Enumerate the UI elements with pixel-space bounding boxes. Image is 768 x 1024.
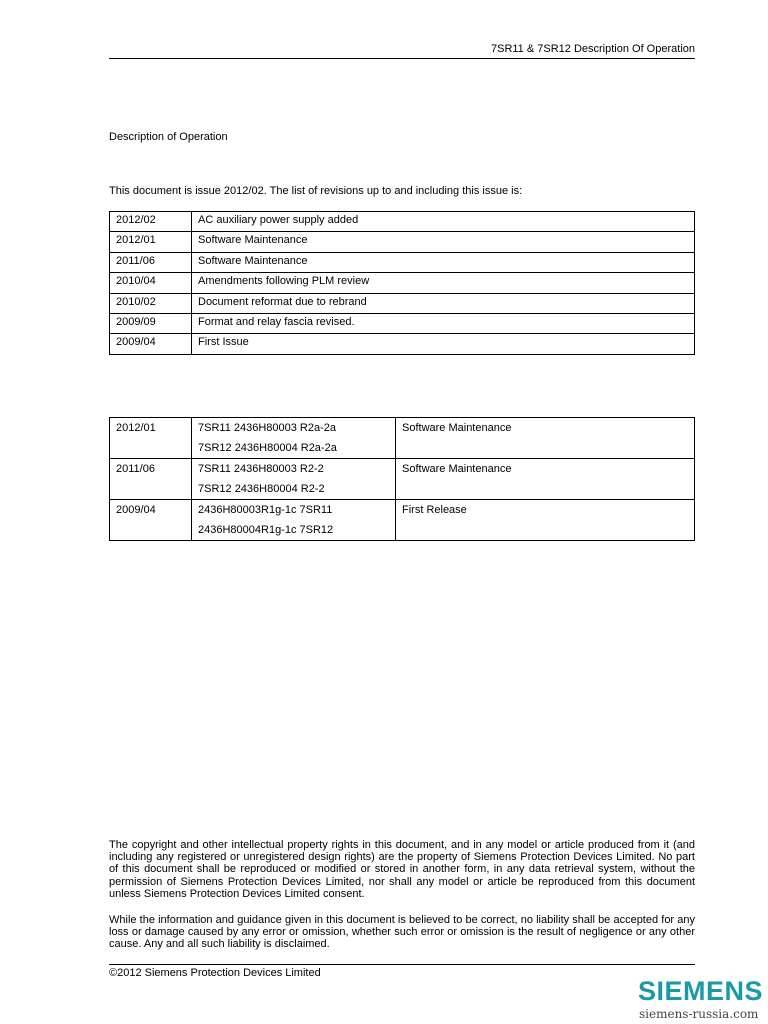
revision-row xyxy=(110,252,695,272)
software-issue-cell: 2011/06 xyxy=(110,459,192,500)
software-description-cell: First Release xyxy=(396,500,695,541)
revision-description-cell: Amendments following PLM review xyxy=(192,273,695,293)
software-version-row xyxy=(110,459,695,500)
revision-row xyxy=(110,313,695,333)
revision-issue-cell: 2009/09 xyxy=(110,313,192,333)
revision-description-cell: Document reformat due to rebrand xyxy=(192,293,695,313)
software-version-line: 7SR12 2436H80004 R2-2 xyxy=(198,483,325,495)
software-version-cell xyxy=(192,459,396,500)
header-divider xyxy=(109,58,695,59)
site-watermark: siemens-russia.com xyxy=(639,1007,759,1021)
revision-row xyxy=(110,232,695,252)
revision-issue-cell: 2012/02 xyxy=(110,212,192,232)
footer-divider xyxy=(109,964,695,965)
revision-issue-cell: 2010/02 xyxy=(110,293,192,313)
revision-description-cell: Format and relay fascia revised. xyxy=(192,313,695,333)
revision-description-cell: AC auxiliary power supply added xyxy=(192,212,695,232)
software-version-line: 7SR11 2436H80003 R2-2 xyxy=(198,463,324,475)
document-title: Description of Operation xyxy=(109,131,228,143)
software-version-line: 7SR12 2436H80004 R2a-2a xyxy=(198,442,337,454)
software-version-row xyxy=(110,500,695,541)
software-version-line: 2436H80004R1g-1c 7SR12 xyxy=(198,524,334,536)
software-description-cell: Software Maintenance xyxy=(396,459,695,500)
revision-description-cell: First Issue xyxy=(192,334,695,354)
revision-issue-cell: 2011/06 xyxy=(110,252,192,272)
revision-issue-cell: 2010/04 xyxy=(110,273,192,293)
revision-description-cell: Software Maintenance xyxy=(192,252,695,272)
revision-issue-cell: 2009/04 xyxy=(110,334,192,354)
revision-issue-cell: 2012/01 xyxy=(110,232,192,252)
software-version-cell xyxy=(192,418,396,459)
siemens-logo: SIEMENS xyxy=(638,976,764,1006)
footer-copyright: ©2012 Siemens Protection Devices Limited xyxy=(109,967,321,979)
software-version-cell xyxy=(192,500,396,541)
software-version-line: 7SR11 2436H80003 R2a-2a xyxy=(198,422,337,434)
software-version-row xyxy=(110,418,695,459)
revision-description-cell: Software Maintenance xyxy=(192,232,695,252)
copyright-notice: The copyright and other intellectual property rights in this document, and in any model or article produced from it (and including any registered or unregistered design rights) are the property of Siemens Protection Devices Limited. No part of this document shall be reproduced or modified or stored in another form, in any data retrieval system, without the permission of Siemens Protection Devices Limited, nor shall any model or article be reproduced from this document unless Siemens Protection Devices Limited consent. xyxy=(109,839,695,900)
revision-row xyxy=(110,334,695,354)
software-description-cell: Software Maintenance xyxy=(396,418,695,459)
software-issue-cell: 2012/01 xyxy=(110,418,192,459)
header-title: 7SR11 & 7SR12 Description Of Operation xyxy=(490,43,695,55)
software-version-line: 2436H80003R1g-1c 7SR11 xyxy=(198,504,333,516)
issue-statement: This document is issue 2012/02. The list of revisions up to and including this issue is: xyxy=(109,185,523,197)
revision-row xyxy=(110,293,695,313)
liability-disclaimer: While the information and guidance given in this document is believed to be correct, no liability shall be accepted for any loss or damage caused by any error or omission, whether such error or omission is the result of negligence or any other cause. Any and all such liability is disclaimed. xyxy=(109,914,695,951)
revision-row xyxy=(110,273,695,293)
software-issue-cell: 2009/04 xyxy=(110,500,192,541)
revision-row xyxy=(110,212,695,232)
revisions-table xyxy=(109,211,695,355)
software-versions-table xyxy=(109,417,695,541)
